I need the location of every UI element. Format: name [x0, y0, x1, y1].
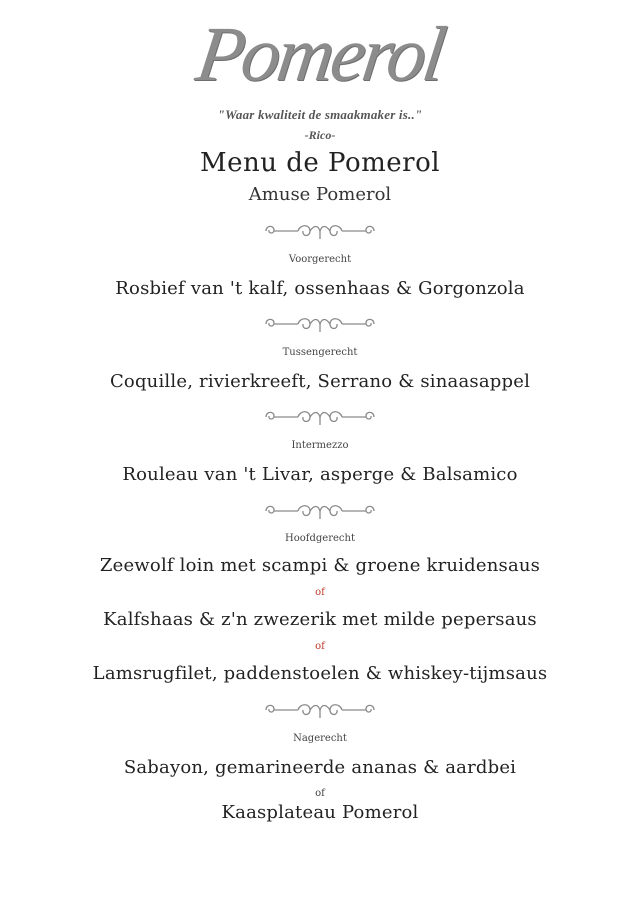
flourish-divider-icon: [262, 220, 378, 242]
course-label-tussengerecht: Tussengerecht: [282, 347, 358, 358]
dish-nagerecht-2: Kaasplateau Pomerol: [221, 802, 419, 823]
course-label-hoofdgerecht: Hoofdgerecht: [285, 533, 355, 544]
flourish-divider-icon: [262, 699, 378, 721]
amuse-course: Amuse Pomerol: [248, 184, 392, 205]
dish-nagerecht-1: Sabayon, gemarineerde ananas & aardbei: [123, 757, 517, 778]
course-label-nagerecht: Nagerecht: [293, 733, 347, 744]
signature: -Rico-: [304, 128, 336, 142]
flourish-divider-icon: [262, 500, 378, 522]
pomerol-logo: Pomerol: [191, 10, 449, 97]
or-separator: of: [315, 641, 325, 652]
dish-voorgerecht: Rosbief van 't kalf, ossenhaas & Gorgonzola: [115, 278, 525, 299]
flourish-divider-icon: [262, 406, 378, 428]
menu-title: Menu de Pomerol: [199, 148, 441, 178]
dish-hoofdgerecht-3: Lamsrugfilet, paddenstoelen & whiskey-tijmsaus: [92, 663, 548, 684]
course-label-intermezzo: Intermezzo: [291, 440, 349, 451]
course-label-voorgerecht: Voorgerecht: [288, 254, 352, 265]
or-separator: of: [315, 788, 325, 799]
dish-hoofdgerecht-2: Kalfshaas & z'n zwezerik met milde pepersaus: [103, 609, 537, 630]
dish-tussengerecht: Coquille, rivierkreeft, Serrano & sinaasappel: [109, 371, 531, 392]
tagline: "Waar kwaliteit de smaakmaker is..": [217, 107, 423, 122]
dish-intermezzo: Rouleau van 't Livar, asperge & Balsamico: [122, 464, 518, 485]
flourish-divider-icon: [262, 313, 378, 335]
dish-hoofdgerecht-1: Zeewolf loin met scampi & groene kruidensaus: [99, 555, 541, 576]
or-separator: of: [315, 587, 325, 598]
